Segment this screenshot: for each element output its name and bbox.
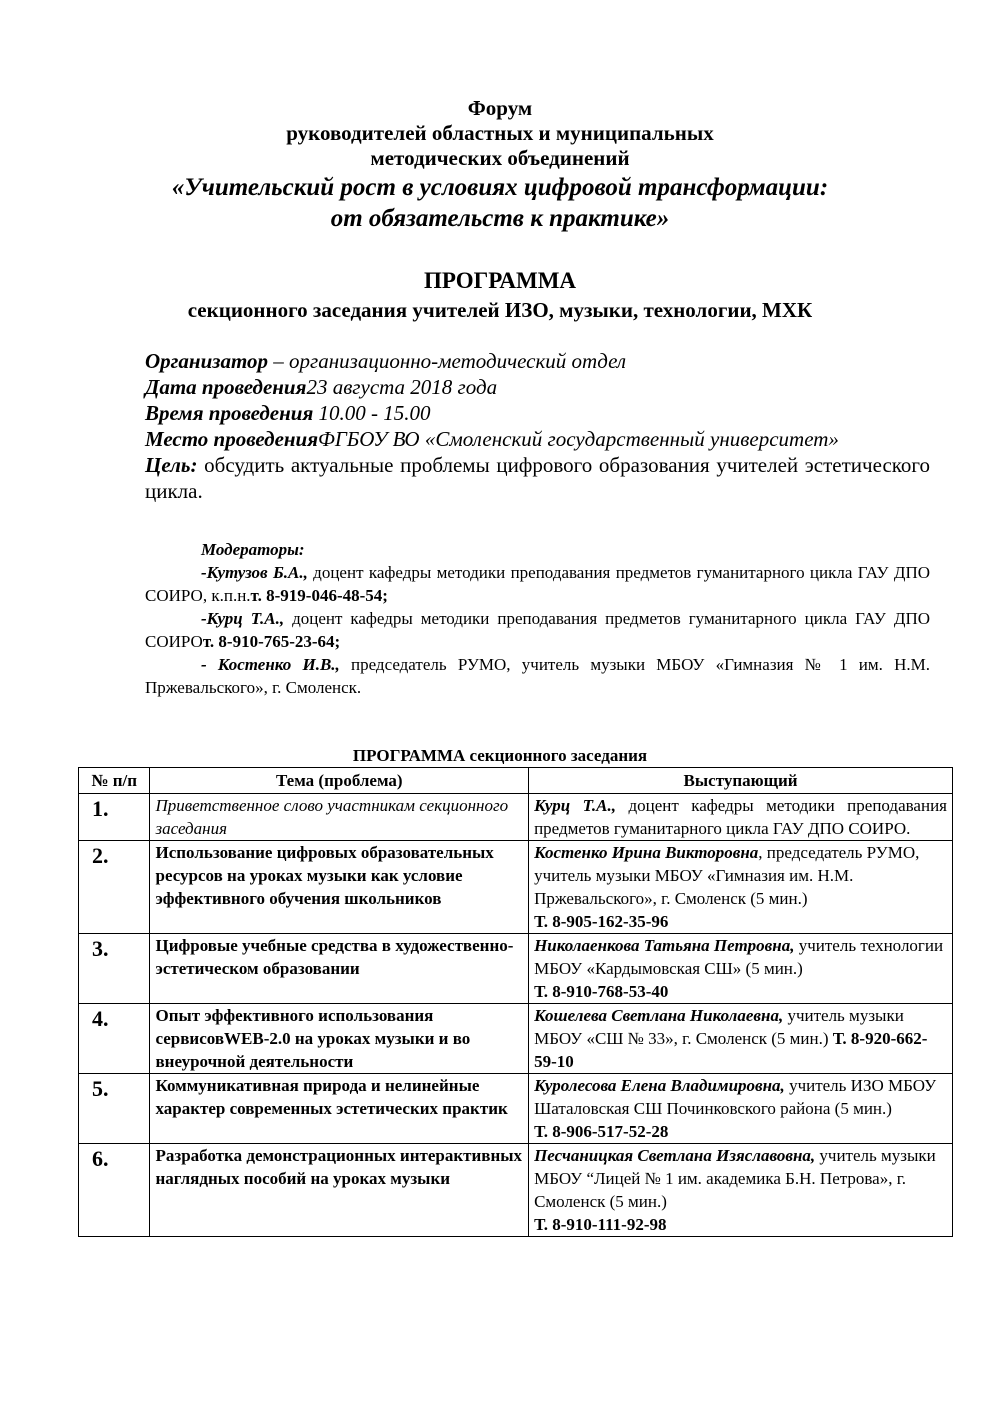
forum-title-line1: «Учительский рост в условиях цифровой трансформации: xyxy=(171,174,829,201)
speaker-name: Кошелева Светлана Николаевна, xyxy=(534,1006,784,1025)
date-label: Дата проведения xyxy=(145,375,307,399)
moderator-text: доцент кафедры методики преподавания предметов гуманитарного цикла ГАУ ДПО СОИРО, к.п.н. xyxy=(145,563,930,605)
moderator-text: доцент кафедры методики преподавания предметов гуманитарного цикла ГАУ ДПО СОИРО xyxy=(145,609,930,651)
speaker-details: , председатель РУМО, учитель музыки МБОУ «Гимназия им. Н.М. Пржевальского», г. Смоленск (5 мин.) xyxy=(534,843,920,908)
goal-value: обсудить актуальные проблемы цифрового образования учителей эстетического цикла. xyxy=(145,453,930,503)
program-table xyxy=(78,767,953,1237)
row-speaker xyxy=(529,1074,953,1144)
row-number: 6. xyxy=(79,1144,150,1237)
table-header-row xyxy=(79,768,953,794)
speaker-name: Песчаницкая Светлана Изяславовна, xyxy=(534,1146,816,1165)
row-topic: Приветственное слово участникам секционного заседания xyxy=(150,794,529,841)
table-caption: ПРОГРАММА секционного заседания xyxy=(352,746,648,765)
row-topic: Опыт эффективного использования сервисовWEB-2.0 на уроках музыки и во внеурочной деятельности xyxy=(150,1004,529,1074)
place-row xyxy=(145,426,930,452)
moderator-name: -Курц Т.А., xyxy=(201,609,285,628)
event-info xyxy=(145,348,930,504)
forum-subtitle-line1: руководителей областных и муниципальных xyxy=(286,121,714,145)
table-row xyxy=(79,794,953,841)
speaker-phone: Т. 8-910-768-53-40 xyxy=(534,982,669,1001)
program-header xyxy=(0,268,1000,322)
row-number: 4. xyxy=(79,1004,150,1074)
moderator-phone: т. 8-910-765-23-64; xyxy=(202,632,341,651)
moderator-phone: т. 8-919-046-48-54; xyxy=(250,586,388,605)
speaker-phone: Т. 8-905-162-35-96 xyxy=(534,912,669,931)
moderator-text: председатель РУМО, учитель музыки МБОУ «Гимназия № 1 им. Н.М. Пржевальского», г. Смоленск. xyxy=(145,655,931,697)
time-row xyxy=(145,400,930,426)
forum-label: Форум xyxy=(467,96,533,120)
table-row xyxy=(79,1144,953,1237)
forum-subtitle-line2: методических объединений xyxy=(370,146,630,170)
organizer-value: – организационно-методический отдел xyxy=(268,349,627,373)
speaker-name: Куролесова Елена Владимировна, xyxy=(534,1076,785,1095)
row-topic: Использование цифровых образовательных ресурсов на уроках музыки как условие эффективного обучения школьников xyxy=(150,841,529,934)
moderators-title: Модераторы: xyxy=(201,540,305,559)
row-number: 5. xyxy=(79,1074,150,1144)
row-speaker xyxy=(529,841,953,934)
speaker-name: Курц Т.А., xyxy=(534,796,616,815)
organizer-label: Организатор xyxy=(145,349,269,373)
row-topic: Коммуникативная природа и нелинейные характер современных эстетических практик xyxy=(150,1074,529,1144)
row-number: 2. xyxy=(79,841,150,934)
place-value: ФГБОУ ВО «Смоленский государственный университет» xyxy=(318,427,839,451)
moderators-block xyxy=(145,538,930,699)
moderator-item xyxy=(145,653,930,699)
speaker-details: учитель технологии МБОУ «Кардымовская СШ» (5 мин.) xyxy=(534,936,944,978)
table-row xyxy=(79,1074,953,1144)
moderator-item xyxy=(145,607,930,653)
row-speaker xyxy=(529,1144,953,1237)
speaker-phone: Т. 8-920-662-59-10 xyxy=(534,1029,928,1071)
row-speaker xyxy=(529,1004,953,1074)
row-speaker xyxy=(529,794,953,841)
moderator-item xyxy=(145,561,930,607)
col-header-speaker: Выступающий xyxy=(529,768,953,794)
speaker-name: Николаенкова Татьяна Петровна, xyxy=(534,936,795,955)
speaker-phone: Т. 8-906-517-52-28 xyxy=(534,1122,669,1141)
row-topic: Цифровые учебные средства в художественно-эстетическом образовании xyxy=(150,934,529,1004)
goal-label: Цель: xyxy=(145,453,198,477)
forum-title-line2: от обязательств к практике» xyxy=(330,205,670,232)
row-speaker xyxy=(529,934,953,1004)
col-header-number: № п/п xyxy=(79,768,150,794)
date-row xyxy=(145,374,930,400)
goal-row xyxy=(145,452,930,504)
speaker-phone: Т. 8-910-111-92-98 xyxy=(534,1215,667,1234)
program-subheading: секционного заседания учителей ИЗО, музыки, технологии, МХК xyxy=(187,298,813,322)
speaker-name: Костенко Ирина Викторовна xyxy=(534,843,759,862)
time-value: 10.00 - 15.00 xyxy=(313,401,431,425)
moderator-name: - Костенко И.В., xyxy=(201,655,340,674)
speaker-details: доцент кафедры методики преподавания предметов гуманитарного цикла ГАУ ДПО СОИРО. xyxy=(534,796,947,838)
forum-header xyxy=(0,97,1000,234)
row-topic: Разработка демонстрационных интерактивных наглядных пособий на уроках музыки xyxy=(150,1144,529,1237)
col-header-topic: Тема (проблема) xyxy=(150,768,529,794)
speaker-details: учитель ИЗО МБОУ Шаталовская СШ Починковского района (5 мин.) xyxy=(534,1076,937,1118)
row-number: 3. xyxy=(79,934,150,1004)
table-row xyxy=(79,1004,953,1074)
moderator-name: -Кутузов Б.А., xyxy=(201,563,308,582)
program-heading: ПРОГРАММА xyxy=(423,268,577,293)
time-label: Время проведения xyxy=(145,401,314,425)
row-number: 1. xyxy=(79,794,150,841)
date-value: 23 августа 2018 года xyxy=(306,375,498,399)
place-label: Место проведения xyxy=(145,427,319,451)
table-row xyxy=(79,934,953,1004)
table-row xyxy=(79,841,953,934)
speaker-details: учитель музыки МБОУ “Лицей № 1 им. академика Б.Н. Петрова», г. Смоленск (5 мин.) xyxy=(534,1146,936,1211)
speaker-details: учитель музыки МБОУ «СШ № 33», г. Смоленск (5 мин.) xyxy=(534,1006,904,1048)
organizer-row xyxy=(145,348,930,374)
